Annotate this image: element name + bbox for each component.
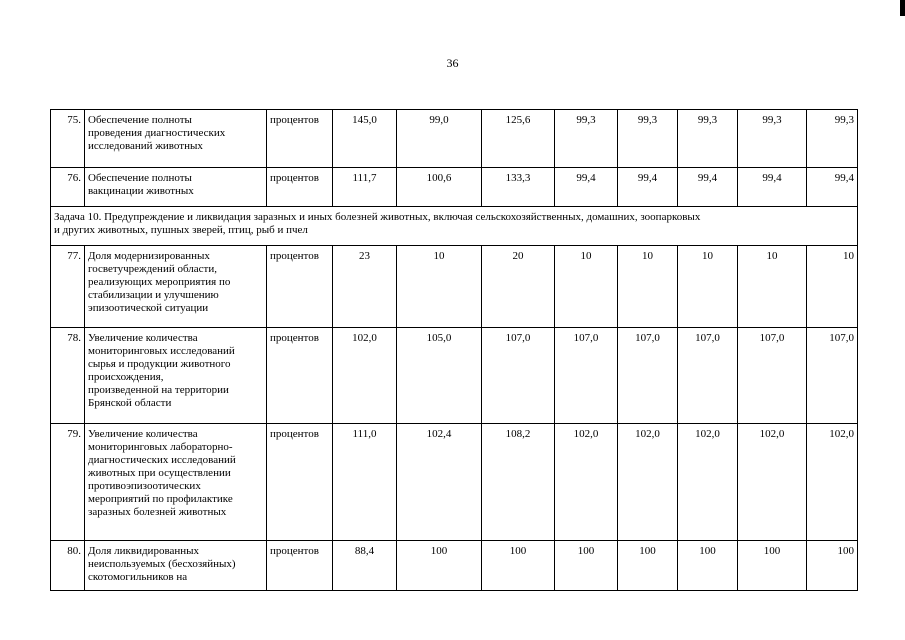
value-cell: 108,2 (482, 424, 555, 541)
value-cell: 99,4 (738, 168, 807, 207)
value-cell: 99,0 (397, 110, 482, 168)
value-cell: 23 (333, 246, 397, 328)
row-number: 78. (51, 328, 85, 424)
task-heading: Задача 10. Предупреждение и ликвидация заразных и иных болезней животных, включая сельскохозяйственных, домашних, зоопарковых и других животных, пушных зверей, птиц, рыб и пчел (51, 207, 858, 246)
value-cell: 107,0 (738, 328, 807, 424)
value-cell: 102,0 (807, 424, 858, 541)
table-row (51, 110, 858, 168)
indicator-table (50, 109, 858, 591)
page-number: 36 (446, 56, 459, 70)
unit-cell: процентов (267, 424, 333, 541)
value-cell: 99,3 (618, 110, 678, 168)
value-cell: 99,4 (555, 168, 618, 207)
value-cell: 102,0 (333, 328, 397, 424)
value-cell: 107,0 (807, 328, 858, 424)
value-cell: 99,3 (807, 110, 858, 168)
table-row (51, 168, 858, 207)
value-cell: 107,0 (678, 328, 738, 424)
value-cell: 10 (618, 246, 678, 328)
value-cell: 133,3 (482, 168, 555, 207)
value-cell: 10 (807, 246, 858, 328)
value-cell: 99,4 (618, 168, 678, 207)
value-cell: 145,0 (333, 110, 397, 168)
table-row (51, 328, 858, 424)
value-cell: 102,0 (618, 424, 678, 541)
value-cell: 20 (482, 246, 555, 328)
value-cell: 10 (738, 246, 807, 328)
value-cell: 102,0 (738, 424, 807, 541)
indicator-name: Обеспечение полноты проведения диагностических исследований животных (85, 110, 267, 168)
value-cell: 100,6 (397, 168, 482, 207)
table-row (51, 424, 858, 541)
value-cell: 99,4 (678, 168, 738, 207)
value-cell: 111,7 (333, 168, 397, 207)
table-row (51, 246, 858, 328)
value-cell: 100 (397, 541, 482, 591)
row-number: 77. (51, 246, 85, 328)
value-cell: 111,0 (333, 424, 397, 541)
value-cell: 10 (678, 246, 738, 328)
unit-cell: процентов (267, 168, 333, 207)
indicator-name: Увеличение количества мониторинговых лабораторно- диагностических исследований животных при осуществлении противоэпизоотических мероприятий по профилактике заразных болезней животных (85, 424, 267, 541)
value-cell: 88,4 (333, 541, 397, 591)
value-cell: 99,3 (555, 110, 618, 168)
unit-cell: процентов (267, 246, 333, 328)
value-cell: 99,4 (807, 168, 858, 207)
value-cell: 125,6 (482, 110, 555, 168)
value-cell: 107,0 (618, 328, 678, 424)
value-cell: 100 (678, 541, 738, 591)
value-cell: 100 (618, 541, 678, 591)
value-cell: 10 (397, 246, 482, 328)
value-cell: 10 (555, 246, 618, 328)
value-cell: 99,3 (738, 110, 807, 168)
scan-edge-mark (900, 0, 905, 16)
task-row (51, 207, 858, 246)
row-number: 76. (51, 168, 85, 207)
row-number: 75. (51, 110, 85, 168)
value-cell: 102,4 (397, 424, 482, 541)
value-cell: 99,3 (678, 110, 738, 168)
table-row (51, 541, 858, 591)
indicator-name: Увеличение количества мониторинговых исследований сырья и продукции животного происхождения, произведенной на территории Брянской области (85, 328, 267, 424)
indicator-name: Доля модернизированных госветучреждений области, реализующих мероприятия по стабилизации и улучшению эпизоотической ситуации (85, 246, 267, 328)
indicator-name: Доля ликвидированных неиспользуемых (бесхозяйных) скотомогильников на (85, 541, 267, 591)
value-cell: 100 (738, 541, 807, 591)
value-cell: 105,0 (397, 328, 482, 424)
row-number: 80. (51, 541, 85, 591)
value-cell: 107,0 (482, 328, 555, 424)
value-cell: 100 (555, 541, 618, 591)
value-cell: 102,0 (555, 424, 618, 541)
value-cell: 100 (807, 541, 858, 591)
unit-cell: процентов (267, 541, 333, 591)
value-cell: 102,0 (678, 424, 738, 541)
value-cell: 107,0 (555, 328, 618, 424)
unit-cell: процентов (267, 110, 333, 168)
indicator-name: Обеспечение полноты вакцинации животных (85, 168, 267, 207)
row-number: 79. (51, 424, 85, 541)
table-body (51, 110, 858, 591)
value-cell: 100 (482, 541, 555, 591)
unit-cell: процентов (267, 328, 333, 424)
